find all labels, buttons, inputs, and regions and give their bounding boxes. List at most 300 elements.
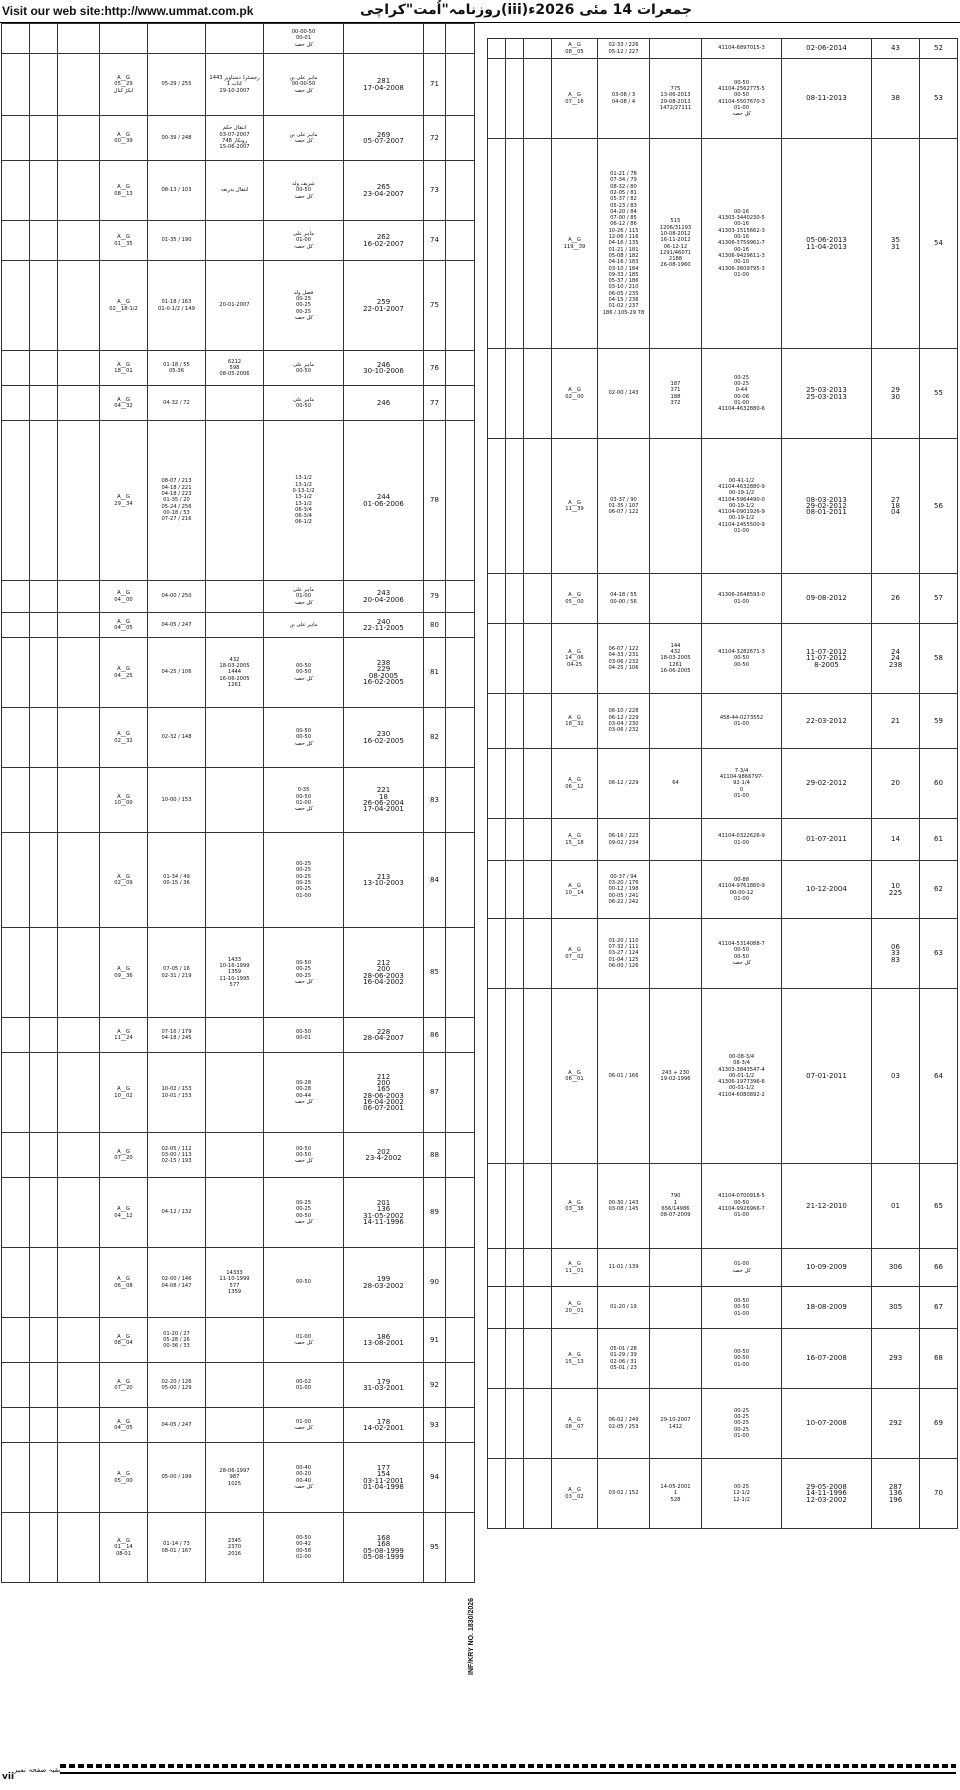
khasra-cell: 04-12 / 132 [148,1178,206,1248]
area-cell: A__G 01__14 08-01 [100,1513,148,1583]
blank-cell [524,1164,552,1249]
entry-date: 28-04-2007 [363,1034,404,1042]
entry-cell [344,221,424,261]
blank-cell [506,861,524,919]
area-cell: A__G 07__20 [100,1133,148,1178]
date-cell: 22-03-2012 [782,694,872,749]
area-cell: A__G 07__16 [552,59,598,139]
serial-cell: 75 [424,261,446,351]
area-cell: A__G 18__32 [552,694,598,749]
entry-number: 269 [376,130,391,139]
owner-share-cell: 0-35 00-50 01-00 کل حصہ [264,768,344,833]
khasra-cell: 05-01 / 28 01-29 / 39 02-06 / 31 05-01 / 23 [598,1329,650,1389]
khasra-cell: 04-00 / 250 [148,581,206,613]
blank-cell [30,708,58,768]
serial-cell: 57 [920,574,958,624]
blank-cell [524,139,552,349]
blank-cell [30,1408,58,1443]
area-cell: A__G 15__18 [552,819,598,861]
entry-cell [344,638,424,708]
owner-share-cell: 00-50 00-42 00-58 01-00 [264,1513,344,1583]
snippet-value: 00-01 [295,35,312,42]
entry-cell: 293 [872,1329,920,1389]
table-row [2,638,475,708]
khasra-cell: 06-10 / 228 06-12 / 229 03-04 / 230 03-06 / 232 [598,694,650,749]
continuation-note: بقیہ صفحہ نمبر [14,1766,61,1774]
entry-date: 14-02-2001 [363,1424,404,1432]
reference-cell: 432 18-03-2005 1444 16-06-2005 1261 [206,638,264,708]
area-cell: A__G 02__00 [552,349,598,439]
entry-cell [344,768,424,833]
entry-cell [344,1248,424,1318]
entry-cell [344,1018,424,1053]
table-row [2,261,475,351]
area-cell: A__G 11__39 [552,439,598,574]
serial-cell: 62 [920,861,958,919]
table-row [488,1459,958,1529]
right-land-record-table [487,38,958,1529]
blank-cell [2,1053,30,1133]
blank-cell [2,708,30,768]
reference-cell: 1433 10-16-1999 1359 11-10-1995 577 [206,928,264,1018]
table-row [2,386,475,421]
date-cell: 10-12-2004 [782,861,872,919]
serial-cell: 89 [424,1178,446,1248]
blank-cell [524,1459,552,1529]
table-row [2,1018,475,1053]
blank-cell [446,221,475,261]
serial-cell: 54 [920,139,958,349]
entry-date: 08-2005 16-02-2005 [363,671,404,686]
serial-cell: 91 [424,1318,446,1363]
area-cell: A__G 05__00 [552,574,598,624]
entry-number: 201 136 [376,1198,391,1214]
area-cell: A__G 02__32 [100,708,148,768]
left-top-snippet-row [2,24,475,54]
blank-cell [30,1443,58,1513]
blank-cell [30,261,58,351]
entry-number: 265 [376,183,391,192]
khasra-cell: 07-16 / 179 04-18 / 245 [148,1018,206,1053]
table-row [488,439,958,574]
serial-cell: 52 [920,39,958,59]
serial-cell: 87 [424,1053,446,1133]
date-cell: 07-01-2011 [782,989,872,1164]
blank-cell [30,833,58,928]
owner-share-cell: 00-08-3/4 08-3/4 41303-3843547-4 00-01-1/2 41306-1977396-6 00-01-1/2 41104-6080892-2 [702,989,782,1164]
reference-cell [650,1249,702,1287]
entry-number: 228 [376,1027,391,1036]
table-row [2,1363,475,1408]
reference-cell: 790 1 656/14986 08-07-2009 [650,1164,702,1249]
area-cell: A__G 00__39 [100,116,148,161]
serial-cell: 70 [920,1459,958,1529]
blank-cell [30,54,58,116]
blank-cell [2,1248,30,1318]
blank-cell [506,624,524,694]
owner-share-cell: 00-50 00-50 کل حصہ [264,708,344,768]
reference-cell: 6212 598 08-05-2006 [206,351,264,386]
reference-cell: 14-05-2001 1 528 [650,1459,702,1529]
entry-cell [344,161,424,221]
area-cell: A__G 04__00 [100,581,148,613]
area-cell: A__G 04__05 [100,1408,148,1443]
table-row [488,574,958,624]
blank-cell [58,421,100,581]
blank-cell [58,1133,100,1178]
date-cell: 01-07-2011 [782,819,872,861]
entry-number: 238 229 [376,658,391,674]
area-cell: A__G 08__07 [552,1389,598,1459]
blank-cell [30,1248,58,1318]
serial-cell: 61 [920,819,958,861]
entry-cell: 35 31 [872,139,920,349]
blank-cell [446,1408,475,1443]
table-row [2,1248,475,1318]
entry-cell [344,261,424,351]
entry-cell [344,1443,424,1513]
reference-cell: 775 13-06-2013 29-08-2013 1472/27111 [650,59,702,139]
serial-cell: 80 [424,613,446,638]
owner-share-cell: 41104-0322626-9 01-00 [702,819,782,861]
reference-cell [650,919,702,989]
reference-cell [206,1133,264,1178]
entry-number: 246 [376,360,391,369]
owner-share-cell: 41104-3282671-3 00-50 00-50 [702,624,782,694]
blank-cell [2,386,30,421]
blank-cell [446,1248,475,1318]
blank-cell [30,386,58,421]
area-cell: A__G 29__34 [100,421,148,581]
blank-cell [30,1318,58,1363]
table-row [2,708,475,768]
blank-cell [524,624,552,694]
blank-cell [524,349,552,439]
blank-cell [2,1408,30,1443]
reference-cell [206,581,264,613]
blank-cell [488,1164,506,1249]
table-row [2,581,475,613]
area-cell: A__G 06__01 [552,989,598,1164]
khasra-cell: 01-20 / 110 07-32 / 111 03-27 / 124 01-04 / 125 06-00 / 126 [598,919,650,989]
khasra-cell: 00-37 / 94 03-20 / 176 00-12 / 198 00-05 / 241 06-22 / 242 [598,861,650,919]
blank-cell [506,1249,524,1287]
entry-number: 213 [376,872,391,881]
blank-cell [524,39,552,59]
blank-cell [30,768,58,833]
serial-cell: 92 [424,1363,446,1408]
entry-cell: 21 [872,694,920,749]
blank-cell [488,749,506,819]
table-cell [424,24,446,54]
table-cell [148,24,206,54]
owner-share-cell: 00-25 12-1/2 12-1/2 [702,1459,782,1529]
owner-share-cell: 00-25 00-25 0-44 00-06 01-00 41104-4632880-6 [702,349,782,439]
khasra-cell: 10-00 / 153 [148,768,206,833]
reference-cell [206,1018,264,1053]
reference-cell [650,1329,702,1389]
entry-cell: 287 136 196 [872,1459,920,1529]
table-row [2,161,475,221]
blank-cell [506,349,524,439]
blank-cell [2,54,30,116]
blank-cell [58,1178,100,1248]
entry-number: 202 [376,1147,391,1156]
date-cell: 08-11-2013 [782,59,872,139]
owner-share-cell: 00-50 00-50 کل حصہ [264,1133,344,1178]
reference-cell: 64 [650,749,702,819]
entry-date: 03-11-2001 01-04-1998 [363,1476,404,1491]
area-cell: A__G 119__39 [552,139,598,349]
blank-cell [30,421,58,581]
entry-date: 31-05-2002 14-11-1996 [363,1211,404,1226]
reference-cell [206,421,264,581]
owner-share-cell: ماہر علی 01-00 کل حصہ [264,221,344,261]
table-row [488,919,958,989]
owner-share-cell: 00-50 [264,1248,344,1318]
blank-cell [30,613,58,638]
table-cell [446,24,475,54]
entry-date: 26-06-2004 17-04-2001 [363,799,404,814]
date-cell: 29-02-2012 [782,749,872,819]
blank-cell [2,638,30,708]
blank-cell [446,708,475,768]
owner-share-cell: 00-88 41104-9761860-9 00-00-12 01-00 [702,861,782,919]
serial-cell: 56 [920,439,958,574]
blank-cell [2,1443,30,1513]
blank-cell [506,1287,524,1329]
serial-cell: 84 [424,833,446,928]
blank-cell [58,54,100,116]
blank-cell [524,574,552,624]
blank-cell [2,351,30,386]
khasra-cell: 02-20 / 126 05-00 / 129 [148,1363,206,1408]
owner-share-cell: 00-25 00-25 00-50 کل حصہ [264,1178,344,1248]
blank-cell [524,919,552,989]
blank-cell [524,1389,552,1459]
owner-label: کل حصہ [732,111,751,118]
blank-cell [524,989,552,1164]
khasra-cell: 00-39 / 248 [148,116,206,161]
entry-cell: 24 24 238 [872,624,920,694]
reference-cell [206,1408,264,1443]
owner-share-cell: ماہر علی 00-50 [264,351,344,386]
khasra-cell: 02-00 / 146 04-08 / 147 [148,1248,206,1318]
blank-cell [58,768,100,833]
owner-share-cell: 13-1/2 13-1/2 0-13-1/2 13-1/2 13-1/2 06-3/4 06-3/4 06-1/2 [264,421,344,581]
entry-date: 23-04-2007 [363,189,404,198]
blank-cell [2,221,30,261]
blank-cell [506,694,524,749]
website-url[interactable]: Visit our web site:http://www.ummat.com.pk [2,4,254,18]
blank-cell [446,1053,475,1133]
entry-number: 186 [376,1332,391,1341]
date-cell: 02-06-2014 [782,39,872,59]
entry-date: 28-06-2003 16-04-2002 06-07-2001 [363,1091,404,1113]
khasra-cell: 04-18 / 55 00-00 / 56 [598,574,650,624]
reference-cell: 515 1206/31193 10-08-2012 16-11-2012 06-12-12 1291/46071 2188 26-08-1960 [650,139,702,349]
entry-number: 259 [376,298,391,307]
reference-cell [650,819,702,861]
reference-cell [650,439,702,574]
blank-cell [506,139,524,349]
blank-cell [58,833,100,928]
entry-number: 177 154 [376,1463,391,1479]
khasra-cell: 00-30 / 143 03-08 / 145 [598,1164,650,1249]
blank-cell [524,439,552,574]
table-row [488,819,958,861]
table-cell [206,24,264,54]
date-cell: 21-12-2010 [782,1164,872,1249]
entry-number: 178 [376,1417,391,1426]
blank-cell [30,161,58,221]
blank-cell [2,161,30,221]
area-cell: A__G 02__18-1/2 [100,261,148,351]
blank-cell [30,638,58,708]
table-row [2,833,475,928]
khasra-cell: 10-02 / 153 10-01 / 153 [148,1053,206,1133]
reference-cell: 187 371 188 372 [650,349,702,439]
blank-cell [524,1329,552,1389]
serial-cell: 66 [920,1249,958,1287]
date-cell: 09-08-2012 [782,574,872,624]
date-cell: 05-06-2013 11-04-2013 [782,139,872,349]
table-row [2,351,475,386]
entry-number: 244 [376,493,391,502]
entry-date: 28-06-2003 16-04-2002 [363,971,404,986]
owner-share-cell: 00-50 00-25 00-25 کل حصہ [264,928,344,1018]
table-row [488,349,958,439]
table-row [2,1178,475,1248]
blank-cell [58,161,100,221]
blank-cell [30,221,58,261]
area-cell: A__G 03__38 [552,1164,598,1249]
entry-cell [344,928,424,1018]
table-row [2,221,475,261]
area-cell: A__G 04__25 [100,638,148,708]
owner-share-cell: 00-50 00-50 کل حصہ [264,638,344,708]
reference-cell [206,1363,264,1408]
blank-cell [2,613,30,638]
entry-cell [344,581,424,613]
blank-cell [58,1408,100,1443]
page-header [0,0,960,24]
serial-cell: 73 [424,161,446,221]
owner-share-cell: 00-40 00-20 00-40 کل حصہ [264,1443,344,1513]
serial-cell: 67 [920,1287,958,1329]
reference-cell: 14333 11-10-1999 577 1359 [206,1248,264,1318]
entry-cell [344,1053,424,1133]
blank-cell [2,1363,30,1408]
owner-share-cell: 00-50 00-50 01-00 [702,1329,782,1389]
entry-date: 22-11-2005 [363,624,404,632]
reference-cell [206,1053,264,1133]
blank-cell [524,819,552,861]
owner-share-cell: ماہر علی 00-50 [264,386,344,421]
blank-cell [446,161,475,221]
blank-cell [30,351,58,386]
blank-cell [58,351,100,386]
blank-cell [506,1459,524,1529]
entry-cell: 14 [872,819,920,861]
owner-share-cell: 41104-0700918-5 00-50 41104-9926966-7 01-00 [702,1164,782,1249]
area-cell: A__G 20__01 [552,1287,598,1329]
serial-cell: 95 [424,1513,446,1583]
table-row [488,59,958,139]
blank-cell [506,1329,524,1389]
date-cell: 08-03-2013 29-02-2012 08-01-2011 [782,439,872,574]
serial-cell: 59 [920,694,958,749]
entry-date: 28-03-2002 [363,1281,404,1290]
owner-share-cell: 41104-6897015-3 [702,39,782,59]
date-cell: 11-07-2012 11-07-2012 8-2005 [782,624,872,694]
table-row [2,421,475,581]
blank-cell [58,613,100,638]
khasra-cell: 06-07 / 122 04-33 / 231 03-06 / 232 04-25 / 106 [598,624,650,694]
blank-cell [446,421,475,581]
reference-cell [206,768,264,833]
table-row [488,1287,958,1329]
entry-cell: 38 [872,59,920,139]
blank-cell [524,1249,552,1287]
blank-cell [446,1443,475,1513]
area-cell: A__G 04__12 [100,1178,148,1248]
blank-cell [506,1164,524,1249]
khasra-cell: 06-12 / 229 [598,749,650,819]
blank-cell [30,1133,58,1178]
area-cell: A__G 10__00 [100,768,148,833]
blank-cell [58,261,100,351]
area-cell: A__G 11__24 [100,1018,148,1053]
reference-cell: 28-06-1997 987 1025 [206,1443,264,1513]
blank-cell [488,1249,506,1287]
entry-date: 13-10-2003 [363,879,404,887]
entry-cell [344,1133,424,1178]
owner-share-cell: ماہر علی بن کل حصہ [264,116,344,161]
khasra-cell: 08-13 / 103 [148,161,206,221]
serial-cell: 90 [424,1248,446,1318]
khasra-cell: 05-00 / 199 [148,1443,206,1513]
entry-number: 240 [376,617,391,626]
blank-cell [524,1287,552,1329]
entry-cell [344,1513,424,1583]
area-cell: A__G 10__02 [100,1053,148,1133]
khasra-cell: 04-05 / 247 [148,613,206,638]
entry-number: 281 [376,77,391,86]
blank-cell [58,708,100,768]
area-cell: A__G 06__12 [552,749,598,819]
blank-cell [446,386,475,421]
blank-cell [446,928,475,1018]
page-number: vii [2,1772,15,1782]
table-row [2,1133,475,1178]
owner-share-cell: 00-16 41303-3440230-5 00-16 41303-1515662-3 00-16 41306-3759961-7 00-16 41306-9429611-3 00-10 41306-3609795-3 01-00 [702,139,782,349]
owner-share-cell: 41306-2648593-0 01-00 [702,574,782,624]
owner-share-cell: ماہر علی بن 00-00-50 کل حصہ [264,54,344,116]
blank-cell [446,116,475,161]
blank-cell [506,439,524,574]
entry-cell: 26 [872,574,920,624]
entry-date: 30-10-2006 [363,367,404,375]
reference-cell: رجسٹرڈ دستاویز 1443 کتاب 1 29-10-2007 [206,54,264,116]
entry-cell: 01 [872,1164,920,1249]
snippet-value: 00-00-50 [291,29,316,36]
blank-cell [488,349,506,439]
blank-cell [58,1053,100,1133]
khasra-cell: 04-25 / 106 [148,638,206,708]
area-cell: A__G 07__20 [100,1363,148,1408]
blank-cell [2,928,30,1018]
